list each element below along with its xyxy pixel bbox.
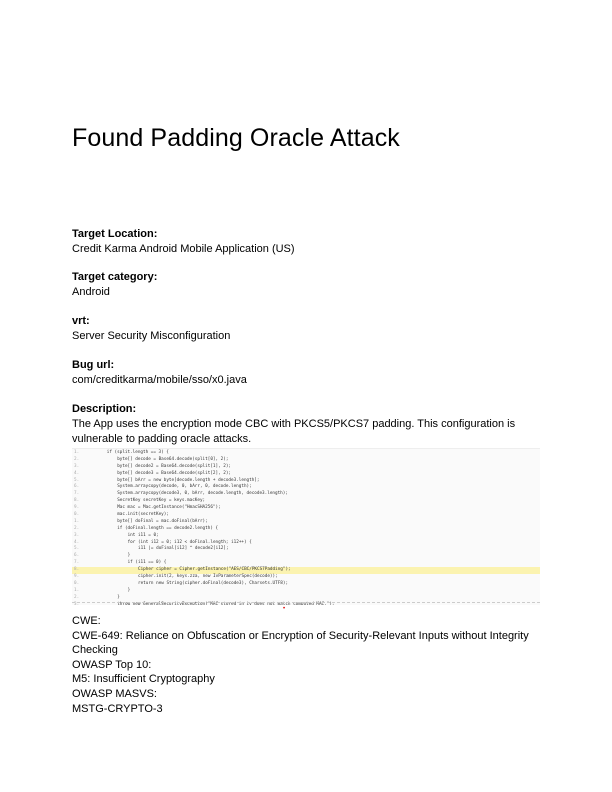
code-line-text: SecretKey secretKey = keys.macKey; (117, 498, 206, 504)
code-line-number: 6. (74, 553, 80, 559)
code-line (72, 471, 540, 478)
description-text: The App uses the encryption mode CBC with PKCS5/PKCS7 padding. This configuration is vulnerable to padding oracle attacks. (72, 418, 516, 445)
code-line-text: for (int i12 = 0; i12 < doFinal.length; i12++) { (127, 539, 252, 545)
classification-line: CWE: (72, 615, 101, 627)
classification-line: OWASP MASVS: (72, 687, 157, 700)
code-line-number: 1. (74, 518, 80, 524)
code-line-text: int i11 = 0; (127, 532, 159, 538)
code-line-text: Mac mac = Mac.getInstance("HmacSHA256"); (117, 505, 221, 511)
code-line-number: 9. (74, 505, 80, 511)
vrt-label: vrt: (72, 315, 90, 327)
code-line (72, 457, 540, 464)
code-line-number: 5. (74, 477, 80, 483)
code-line-text: System.arraycopy(decode, 0, bArr, 0, decode.length); (117, 484, 252, 490)
classification-section (72, 614, 542, 716)
code-line-number: 2. (74, 525, 80, 531)
code-line-number: 1. (74, 450, 80, 455)
code-divider (72, 602, 540, 603)
code-line (72, 450, 540, 457)
target-location-label: Target Location: (72, 228, 158, 240)
classification-line: OWASP Top 10: (72, 658, 152, 671)
target-category-label: Target category: (72, 271, 158, 283)
code-line-text: byte[] decode3 = Base64.decode(split[2], 2); (117, 470, 232, 476)
code-line-text: } (127, 553, 131, 559)
code-line-number: 1. (74, 587, 80, 593)
vrt-value: Server Security Misconfiguration (72, 330, 231, 342)
code-line-text: } (117, 594, 120, 600)
code-line-number: 2. (74, 594, 80, 600)
code-line-number: 9. (74, 574, 80, 580)
bug-url-label: Bug url: (72, 359, 115, 371)
target-location-value: Credit Karma Android Mobile Application (US) (72, 243, 295, 255)
code-line-number: 7. (74, 491, 80, 497)
target-category-field (72, 270, 157, 300)
page-title: Found Padding Oracle Attack (72, 124, 400, 152)
code-line (72, 567, 540, 574)
description-label: Description: (72, 403, 137, 415)
code-line-number: 7. (74, 560, 80, 566)
code-line-number: 8. (74, 498, 80, 504)
code-line-text: if (split.length == 3) { (106, 450, 169, 455)
code-line (72, 505, 540, 512)
code-line-text: byte[] bArr = new byte[decode.length + decode3.length]; (117, 477, 260, 483)
code-line-text: Cipher cipher = Cipher.getInstance("AES/CBC/PKCS7Padding"); (138, 567, 291, 573)
code-screenshot (72, 448, 540, 605)
code-line (72, 581, 540, 588)
code-line-text: mac.init(secretKey); (117, 512, 169, 518)
code-line-text: byte[] decode2 = Base64.decode(split[1], 2); (117, 463, 232, 469)
code-line (72, 574, 540, 581)
code-line-text: } (127, 587, 131, 593)
classification-line: MSTG-CRYPTO-3 (72, 702, 163, 715)
code-line-text: i11 |= doFinal[i12] ^ decode2[i12]; (138, 546, 229, 552)
bug-url-value: com/creditkarma/mobile/sso/x0.java (72, 374, 247, 386)
classification-line: M5: Insufficient Cryptography (72, 673, 215, 686)
code-line-number: 8. (74, 567, 80, 573)
code-line-number: 6. (74, 484, 80, 490)
code-line-number: 3. (74, 532, 80, 538)
target-category-value: Android (72, 286, 110, 298)
code-line (72, 546, 540, 553)
vrt-field (72, 314, 230, 344)
code-line-number: 3. (74, 463, 80, 469)
code-line-text: byte[] decode = Base64.decode(split[0], 2); (117, 456, 229, 462)
code-line (72, 526, 540, 533)
code-line-number: 0. (74, 512, 80, 518)
bug-url-field (72, 358, 247, 388)
target-location-field (72, 227, 295, 257)
code-line-text: throw new GeneralSecurityException("MAC stored in iv does not match computed MAC."); (117, 601, 335, 605)
code-line-text: System.arraycopy(decode3, 0, bArr, decode.length, decode3.length); (117, 491, 288, 497)
code-line-text: return new String(cipher.doFinal(decode3), Charsets.UTF8); (138, 580, 289, 586)
red-marker-icon: • (283, 606, 286, 612)
code-line (72, 595, 540, 602)
code-line-text: byte[] doFinal = mac.doFinal(bArr); (117, 518, 208, 524)
code-line-number: 3. (74, 601, 80, 605)
code-line-number: 2. (74, 456, 80, 462)
code-line-text: if (i11 == 0) { (127, 560, 167, 566)
code-line-text: cipher.init(2, keys.zza, new IvParameterSpec(decode)); (138, 574, 278, 580)
classification-line: CWE-649: Reliance on Obfuscation or Encryption of Security-Relevant Inputs without Integrity Checking (72, 629, 529, 657)
code-line-number: 4. (74, 470, 80, 476)
code-line-number: 0. (74, 580, 80, 586)
description-field (72, 402, 542, 447)
code-line-number: 5. (74, 546, 80, 552)
code-line-number: 4. (74, 539, 80, 545)
code-line-text: if (doFinal.length == decode2.length) { (117, 525, 219, 531)
code-line (72, 512, 540, 519)
code-line (72, 533, 540, 540)
code-line (72, 588, 540, 595)
code-line (72, 464, 540, 471)
code-line (72, 519, 540, 526)
